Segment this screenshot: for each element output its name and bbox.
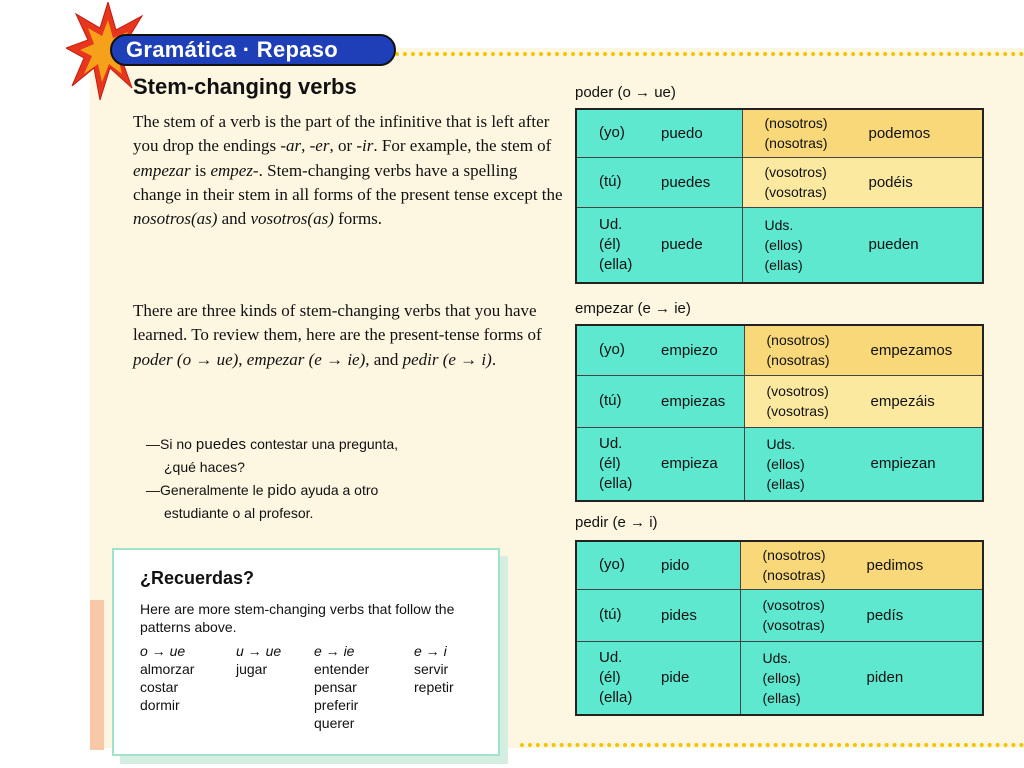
side-strip xyxy=(90,600,104,750)
table-row: (yo) puedo (nosotros) (nosotras) podemos xyxy=(576,109,983,157)
example-dialogue xyxy=(146,433,506,525)
recuerdas-column: u → ue jugar xyxy=(236,643,282,677)
conjugation-table-empezar xyxy=(575,324,984,502)
recuerdas-column: o → ue almorzar costar dormir xyxy=(140,643,195,713)
table-row: Ud. (él) (ella) empieza Uds. (ellos) (ellas) empiezan xyxy=(576,427,983,501)
recuerdas-text: Here are more stem-changing verbs that follow the patterns above. xyxy=(140,601,455,635)
dotted-border-top xyxy=(395,52,1024,56)
verb-label-poder: poder (o → ue) xyxy=(575,84,676,101)
conjugation-table-pedir xyxy=(575,540,984,716)
dialogue-line: —Si no puedes contestar una pregunta, xyxy=(146,436,399,453)
review-paragraph: There are three kinds of stem-changing verbs that you have learned. To review them, here are the present-tense forms of poder (o → ue), empezar (e → ie), and pedir (e → i). xyxy=(133,301,542,369)
dialogue-line: ¿qué haces? xyxy=(164,459,245,475)
recuerdas-column: e → i servir repetir xyxy=(414,643,454,695)
dialogue-line: —Generalmente le pido ayuda a otro xyxy=(146,482,379,499)
page-title: Stem-changing verbs xyxy=(133,74,357,99)
table-row: (tú) empiezas (vosotros) (vosotras) empezáis xyxy=(576,375,983,427)
verb-label-empezar: empezar (e → ie) xyxy=(575,300,691,317)
recuerdas-box xyxy=(112,548,500,756)
recuerdas-title: ¿Recuerdas? xyxy=(140,568,255,588)
verb-label-pedir: pedir (e → i) xyxy=(575,514,658,531)
table-row: (tú) pides (vosotros) (vosotras) pedís xyxy=(576,589,983,641)
conjugation-table-poder xyxy=(575,108,984,284)
recuerdas-column: e → ie entender pensar preferir querer xyxy=(314,643,370,731)
table-row: Ud. (él) (ella) pide Uds. (ellos) (ellas) piden xyxy=(576,641,983,715)
table-row: (yo) empiezo (nosotros) (nosotras) empezamos xyxy=(576,325,983,375)
section-banner: Gramática · Repaso xyxy=(110,34,396,66)
intro-paragraph: The stem of a verb is the part of the infinitive that is left after you drop the endings -ar, -er, or -ir. For example, the stem of empezar is empez-. Stem-changing verbs have a spelling change in their stem in all forms of the present tense except the nosotros(as) and vosotros(as) forms. xyxy=(133,112,563,229)
dialogue-line: estudiante o al profesor. xyxy=(164,505,314,521)
table-row: Ud. (él) (ella) puede Uds. (ellos) (ellas) pueden xyxy=(576,207,983,283)
table-row: (yo) pido (nosotros) (nosotras) pedimos xyxy=(576,541,983,589)
table-row: (tú) puedes (vosotros) (vosotras) podéis xyxy=(576,157,983,207)
dotted-border-bottom xyxy=(520,743,1024,747)
